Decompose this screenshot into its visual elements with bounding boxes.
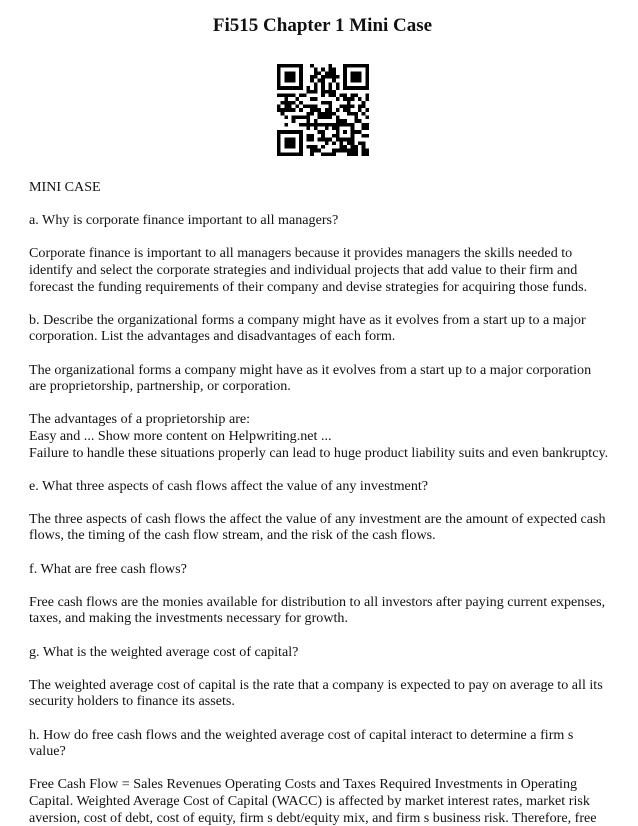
qr-code-container [29,64,616,156]
paragraph [29,362,616,395]
paragraph [29,776,616,826]
paragraph [29,594,616,627]
text-line: Failure to handle these situations properly can lead to huge product liability suits and even bankruptcy. [29,444,609,461]
paragraph [29,677,616,710]
text-line: The advantages of a proprietorship are: [29,411,251,428]
paragraph [29,644,616,661]
text-line: b. Describe the organizational forms a company might have as it evolves from a start up to a major [29,311,586,328]
paragraph [29,411,616,461]
text-line: g. What is the weighted average cost of capital? [29,643,299,660]
text-line: Corporate finance is important to all managers because it provides managers the skills needed to [29,245,573,262]
text-line: Easy and ... Show more content on Helpwriting.net ... [29,427,332,444]
text-line: flows, the timing of the cash flow stream, and the risk of the cash flows. [29,527,436,544]
paragraph [29,212,616,229]
qr-code-icon [277,64,369,156]
text-line: security holders to finance its assets. [29,693,235,710]
paragraph [29,511,616,544]
text-line: are proprietorship, partnership, or corporation. [29,378,291,395]
text-line: The organizational forms a company might have as it evolves from a start up to a major corporation [29,361,592,378]
text-line: aversion, cost of debt, cost of equity, firm s debt/equity mix, and firm s business risk. Therefore, free [29,809,597,826]
text-line: The weighted average cost of capital is the rate that a company is expected to pay on average to all its [29,676,603,693]
document-title: Fi515 Chapter 1 Mini Case [212,15,433,36]
paragraph [29,478,616,495]
document-body [29,179,616,826]
paragraph [29,179,616,196]
paragraph [29,561,616,578]
paragraph [29,245,616,295]
text-line: value? [29,743,66,760]
paragraph [29,727,616,760]
text-line: MINI CASE [29,179,101,195]
text-line: f. What are free cash flows? [29,560,187,577]
text-line: Free Cash Flow = Sales Revenues Operating Costs and Taxes Required Investments in Operating [29,776,578,793]
text-line: taxes, and making the investments necessary for growth. [29,610,348,627]
text-line: h. How do free cash flows and the weighted average cost of capital interact to determine a firm s [29,726,574,743]
paragraph [29,312,616,345]
text-line: a. Why is corporate finance important to all managers? [29,212,339,229]
text-line: e. What three aspects of cash flows affect the value of any investment? [29,477,429,494]
text-line: identify and select the corporate strategies and individual projects that add value to their firm and [29,261,578,278]
text-line: Capital. Weighted Average Cost of Capital (WACC) is affected by market interest rates, market risk [29,792,590,809]
text-line: Free cash flows are the monies available for distribution to all investors after paying current expenses, [29,593,606,610]
text-line: forecast the funding requirements of their company and devise strategies for acquiring those funds. [29,278,588,295]
text-line: The three aspects of cash flows the affect the value of any investment are the amount of expected cash [29,510,606,527]
text-line: corporation. List the advantages and disadvantages of each form. [29,328,396,345]
